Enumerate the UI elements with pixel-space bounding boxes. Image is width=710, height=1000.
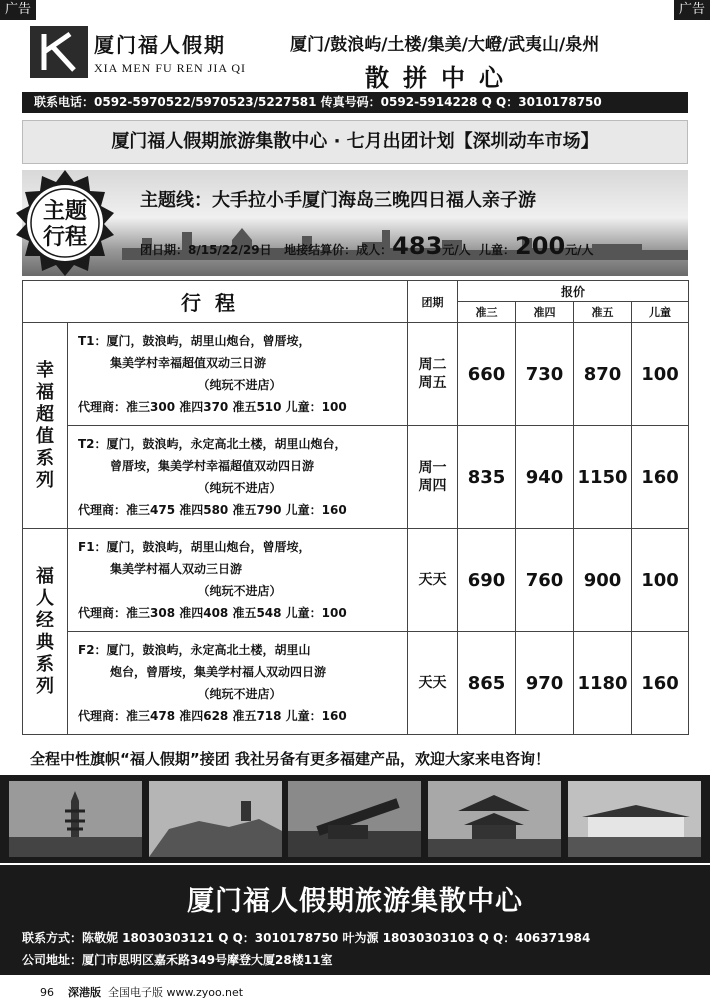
bottom-address: 公司地址：厦门市思明区嘉禾路349号摩登大厦28楼11室 [22,953,333,967]
bottom-band [0,865,710,975]
price-child: 100 [632,323,689,426]
price-child: 160 [632,426,689,529]
price-child: 100 [632,529,689,632]
header-child: 儿童 [632,302,689,323]
center-title: 散拼中心 [365,64,517,92]
building-photo-icon [568,781,701,857]
group-dates-price [140,232,594,260]
child-label: 儿童： [479,243,516,257]
child-unit: 元/人 [565,243,594,257]
route-line2: 曾厝垵，集美学村幸福超值双动四日游 [110,459,315,473]
route-cell [68,426,408,529]
dates-line1: 周一 [418,460,447,476]
route-note: （纯玩不进店） [197,584,282,598]
plan-title: 厦门福人假期旅游集散中心 · 七月出团计划【深圳动车市场】 [22,120,688,164]
price-child: 160 [632,632,689,735]
footnote: 全程中性旗帜“福人假期”接团 我社另备有更多福建产品，欢迎大家来电咨询！ [30,750,550,768]
price-q3: 660 [458,323,516,426]
series-name: 福人经典系列 [23,529,68,735]
theme-line: 主题线：大手拉小手厦门海岛三晚四日福人亲子游 [140,190,536,211]
dates-line1: 周二 [418,357,447,373]
cannon-photo-icon [288,781,421,857]
photo-strip [0,775,710,863]
agent-price: 代理商：准三478 准四628 准五718 儿童：160 [78,709,347,723]
header-route: 行程 [23,281,408,323]
header-price: 报价 [458,281,689,302]
price-q3: 690 [458,529,516,632]
page-number: 96 [40,986,54,999]
page-footer [40,984,243,1000]
dates-line1: 天天 [418,572,447,588]
dates-line2: 周四 [418,478,447,494]
theme-banner [22,170,688,276]
dates-line1: 天天 [418,675,447,691]
price-label: 地接结算价：成人： [284,243,393,257]
price-q4: 760 [516,529,574,632]
price-q5: 870 [574,323,632,426]
logo-mark-icon [30,26,88,78]
table-row [23,323,689,426]
ad-label-left: 广告 [0,0,36,20]
header-q3: 准三 [458,302,516,323]
route-note: （纯玩不进店） [197,378,282,392]
price-q5: 900 [574,529,632,632]
bottom-contact: 联系方式：陈敬妮 18030303121 Q Q：3010178750 叶为源 18030303103 Q Q：406371984 [22,931,591,945]
dates-cell [408,632,458,735]
child-price: 200 [515,232,566,260]
ad-label-right: 广告 [674,0,710,20]
price-q4: 970 [516,632,574,735]
route-note: （纯玩不进店） [197,687,282,701]
price-q4: 940 [516,426,574,529]
dates-line2: 周五 [418,375,447,391]
rock-photo-icon [149,781,282,857]
route-cell [68,529,408,632]
price-q5: 1180 [574,632,632,735]
route-line1: T1：厦门，鼓浪屿，胡里山炮台，曾厝垵， [78,334,311,348]
logo-name-cn: 厦门福人假期 [94,32,226,57]
price-q4: 730 [516,323,574,426]
route-line1: F2：厦门，鼓浪屿，永定高北土楼，胡里山 [78,643,311,657]
route-line2: 炮台，曾厝垵，集美学村福人双动四日游 [110,665,327,679]
agent-price: 代理商：准三300 准四370 准五510 儿童：100 [78,400,347,414]
pavilion-photo-icon [428,781,561,857]
series-name: 幸福超值系列 [23,323,68,529]
table-row [23,426,689,529]
dates-cell [408,323,458,426]
route-cell [68,323,408,426]
route-line1: T2：厦门，鼓浪屿，永定高北土楼，胡里山炮台， [78,437,347,451]
route-note: （纯玩不进店） [197,481,282,495]
header [0,20,710,92]
seal-line-2: 行程 [42,225,87,250]
header-q4: 准四 [516,302,574,323]
agent-price: 代理商：准三475 准四580 准五790 儿童：160 [78,503,347,517]
company-logo [30,26,246,78]
price-q5: 1150 [574,426,632,529]
agent-price: 代理商：准三308 准四408 准五548 儿童：100 [78,606,347,620]
route-line2: 集美学村福人双动三日游 [110,562,243,576]
contact-bar: 联系电话：0592-5970522/5970523/5227581 传真号码：0592-5914228 Q Q：3010178750 [22,92,688,113]
route-cell [68,632,408,735]
table-row [23,632,689,735]
route-line1: F1：厦门，鼓浪屿，胡里山炮台，曾厝垵， [78,540,311,554]
price-q3: 835 [458,426,516,529]
header-dates: 团期 [408,281,458,323]
destinations: 厦门/鼓浪屿/土楼/集美/大嶝/武夷山/泉州 [290,35,600,55]
dates-cell [408,426,458,529]
bottom-title: 厦门福人假期旅游集散中心 [187,886,523,917]
dates-cell [408,529,458,632]
seal-line-1: 主题 [42,199,87,224]
header-q5: 准五 [574,302,632,323]
pagoda-photo-icon [9,781,142,857]
price-table [22,280,689,735]
table-row [23,529,689,632]
logo-name-en: XIA MEN FU REN JIA QI [94,60,247,75]
group-dates: 团日期：8/15/22/29日 [140,243,272,257]
adult-price: 483 [392,232,443,260]
price-q3: 865 [458,632,516,735]
route-line2: 集美学村幸福超值双动三日游 [110,356,267,370]
adult-unit: 元/人 [442,243,471,257]
site-label: 全国电子版 www.zyoo.net [108,986,244,999]
edition-label: 深港版 [68,986,101,999]
seal-text [36,199,94,251]
